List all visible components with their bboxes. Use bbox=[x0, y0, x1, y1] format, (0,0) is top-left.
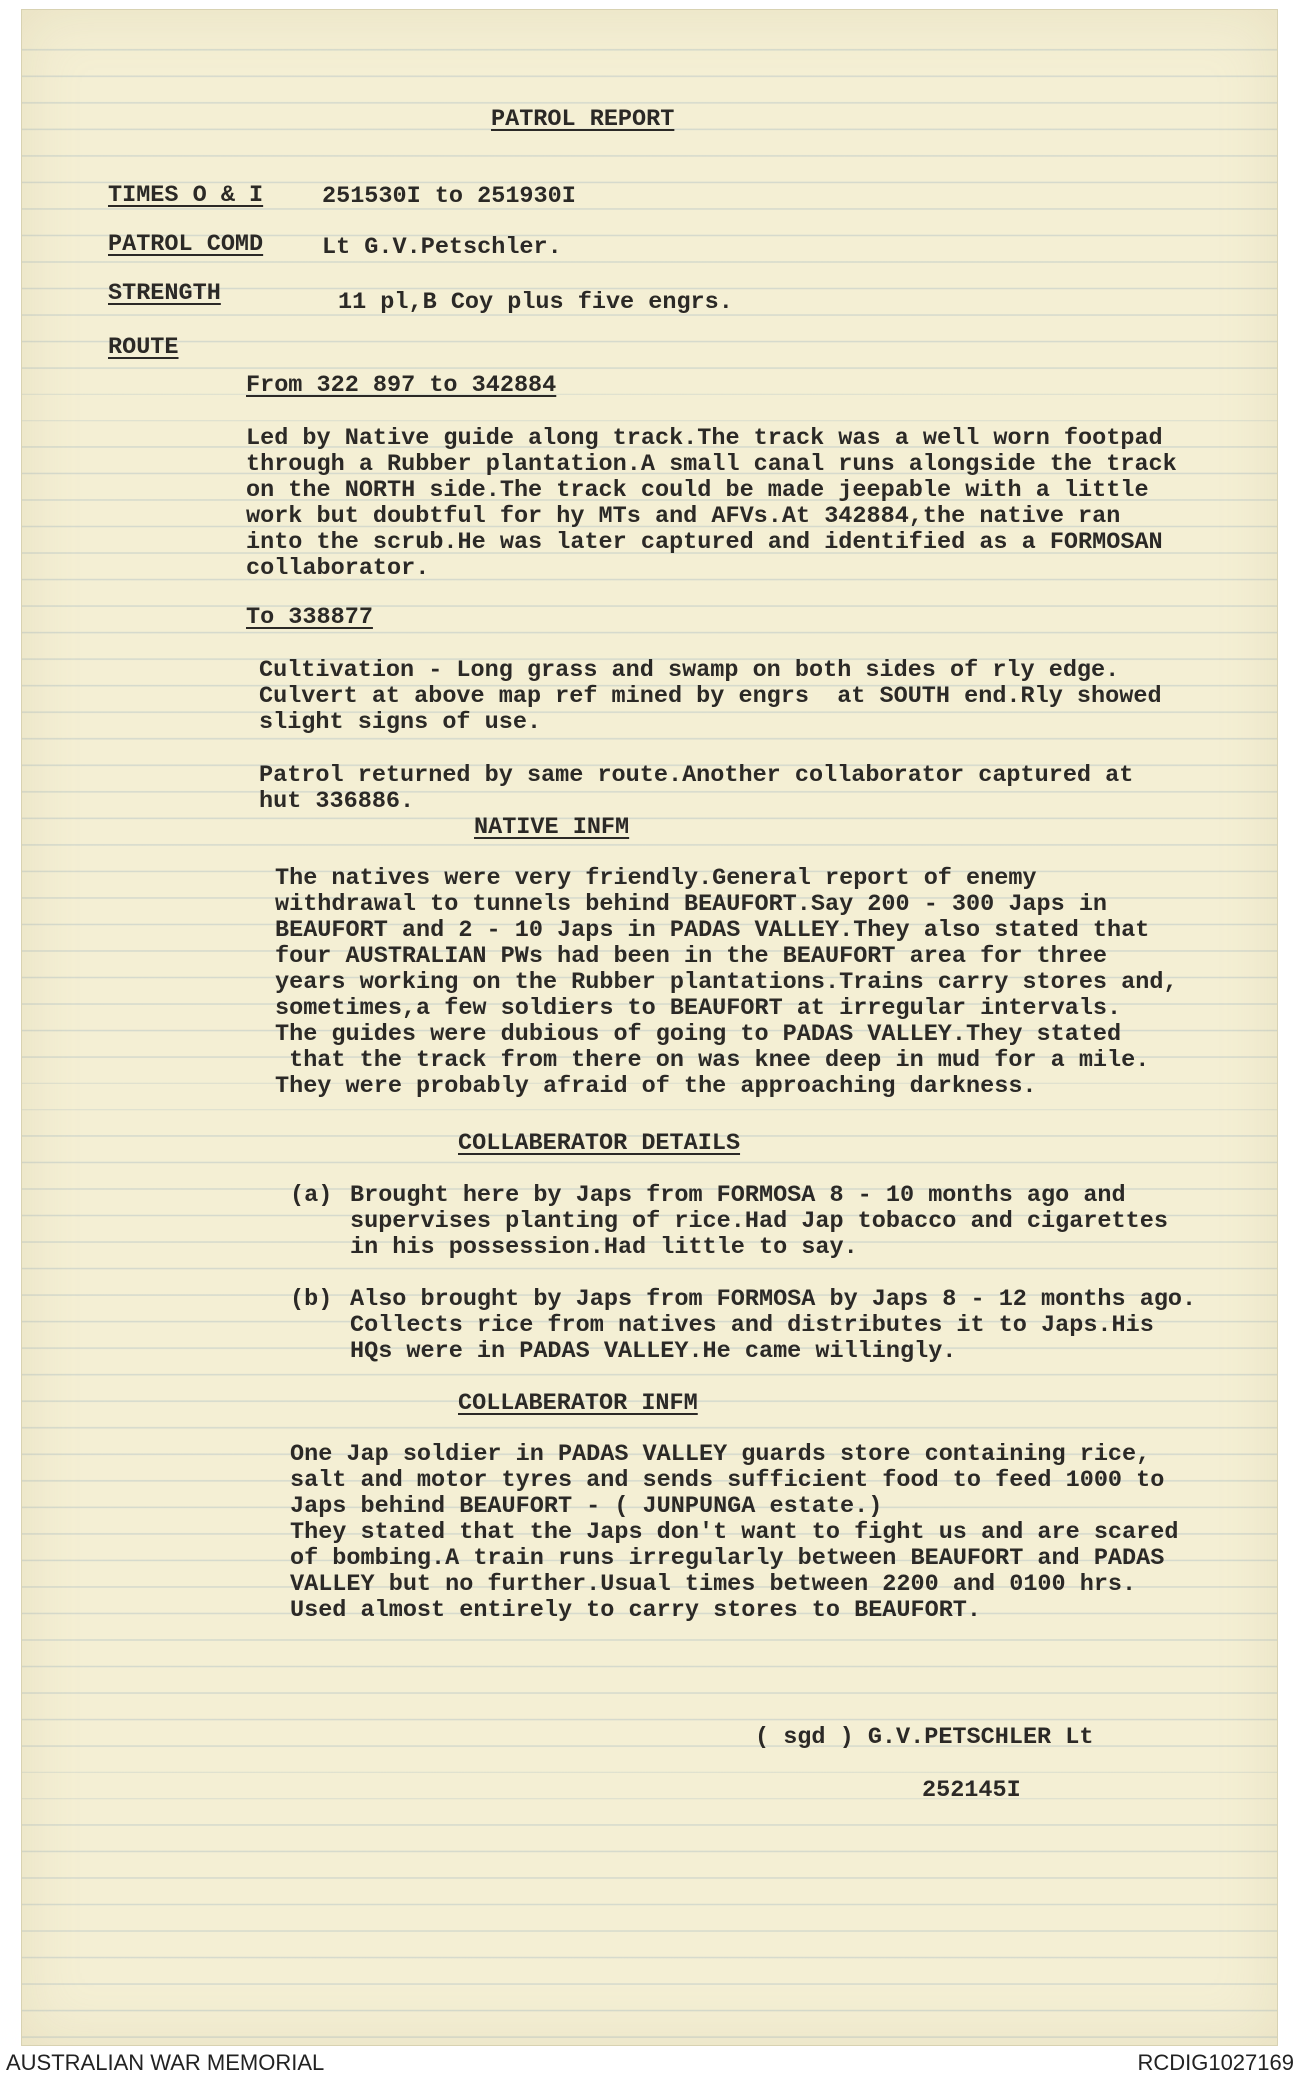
text-line: Patrol returned by same route.Another collaborator captured at bbox=[259, 762, 1134, 789]
footer-archive-name: AUSTRALIAN WAR MEMORIAL bbox=[6, 2050, 325, 2075]
text-line: Culvert at above map ref mined by engrs at SOUTH end.Rly showed bbox=[259, 683, 1162, 710]
field-value-times: 251530I to 251930I bbox=[322, 183, 576, 210]
collab-details-heading: COLLABERATOR DETAILS bbox=[458, 1130, 741, 1157]
text-line: slight signs of use. bbox=[259, 709, 542, 736]
text-line: years working on the Rubber plantations.Trains carry stores and, bbox=[275, 969, 1178, 996]
route-leg1-heading: From 322 897 to 342884 bbox=[246, 372, 557, 399]
text-line: salt and motor tyres and sends sufficient food to feed 1000 to bbox=[290, 1467, 1165, 1494]
text-line: HQs were in PADAS VALLEY.He came willingly. bbox=[350, 1338, 957, 1365]
text-line: The natives were very friendly.General report of enemy bbox=[275, 865, 1037, 892]
text-line: of bombing.A train runs irregularly between BEAUFORT and PADAS bbox=[290, 1545, 1165, 1572]
signature-dtg: 252145I bbox=[922, 1777, 1021, 1804]
text-line: supervises planting of rice.Had Jap tobacco and cigarettes bbox=[350, 1208, 1168, 1235]
text-line: withdrawal to tunnels behind BEAUFORT.Say 200 - 300 Japs in bbox=[275, 891, 1108, 918]
text-line: hut 336886. bbox=[259, 788, 415, 815]
text-line: on the NORTH side.The track could be made jeepable with a little bbox=[246, 477, 1149, 504]
field-value-patrol-comd: Lt G.V.Petschler. bbox=[322, 234, 562, 261]
collab-item-b-text bbox=[350, 1287, 1196, 1365]
text-line: Japs behind BEAUFORT - ( JUNPUNGA estate.) bbox=[290, 1493, 883, 1520]
footer-record-id: RCDIG1027169 bbox=[1137, 2050, 1294, 2075]
field-label-times: TIMES O & I bbox=[108, 182, 264, 209]
text-line: BEAUFORT and 2 - 10 Japs in PADAS VALLEY.They also stated that bbox=[275, 917, 1150, 944]
collab-infm-paragraph bbox=[290, 1442, 1178, 1624]
text-line: in his possession.Had little to say. bbox=[350, 1234, 858, 1261]
route-leg2-heading: To 338877 bbox=[246, 604, 373, 631]
text-line: collaborator. bbox=[246, 555, 430, 582]
text-line: Collects rice from natives and distributes it to Japs.His bbox=[350, 1312, 1154, 1339]
field-value-strength: 11 pl,B Coy plus five engrs. bbox=[338, 289, 733, 316]
text-line: Led by Native guide along track.The track was a well worn footpad bbox=[246, 425, 1163, 452]
field-label-route: ROUTE bbox=[108, 334, 179, 361]
field-label-strength: STRENGTH bbox=[108, 280, 221, 307]
native-infm-paragraph bbox=[275, 866, 1178, 1100]
route-leg1-paragraph bbox=[246, 426, 1177, 582]
native-infm-heading: NATIVE INFM bbox=[474, 814, 630, 841]
collab-item-a-text bbox=[350, 1183, 1168, 1261]
text-line: They stated that the Japs don't want to fight us and are scared bbox=[290, 1519, 1179, 1546]
signature-line: ( sgd ) G.V.PETSCHLER Lt bbox=[755, 1724, 1094, 1751]
text-line: that the track from there on was knee deep in mud for a mile. bbox=[275, 1047, 1150, 1074]
text-line: Cultivation - Long grass and swamp on both sides of rly edge. bbox=[259, 657, 1120, 684]
collab-infm-heading: COLLABERATOR INFM bbox=[458, 1390, 698, 1417]
text-line: into the scrub.He was later captured and identified as a FORMOSAN bbox=[246, 529, 1163, 556]
return-paragraph bbox=[259, 763, 1133, 815]
collab-item-b-marker: (b) bbox=[290, 1286, 333, 1313]
text-line: work but doubtful for hy MTs and AFVs.At 342884,the native ran bbox=[246, 503, 1121, 530]
text-line: Also brought by Japs from FORMOSA by Japs 8 - 12 months ago. bbox=[350, 1286, 1197, 1313]
text-line: One Jap soldier in PADAS VALLEY guards store containing rice, bbox=[290, 1441, 1151, 1468]
text-line: Used almost entirely to carry stores to BEAUFORT. bbox=[290, 1597, 982, 1624]
route-leg2-paragraph bbox=[259, 658, 1162, 736]
text-line: Brought here by Japs from FORMOSA 8 - 10 months ago and bbox=[350, 1182, 1126, 1209]
report-title: PATROL REPORT bbox=[491, 106, 675, 133]
text-line: They were probably afraid of the approaching darkness. bbox=[275, 1073, 1037, 1100]
text-line: through a Rubber plantation.A small canal runs alongside the track bbox=[246, 451, 1177, 478]
text-line: four AUSTRALIAN PWs had been in the BEAUFORT area for three bbox=[275, 943, 1108, 970]
field-label-patrol-comd: PATROL COMD bbox=[108, 231, 264, 258]
text-line: The guides were dubious of going to PADAS VALLEY.They stated bbox=[275, 1021, 1122, 1048]
collab-item-a-marker: (a) bbox=[290, 1182, 333, 1209]
text-line: sometimes,a few soldiers to BEAUFORT at irregular intervals. bbox=[275, 995, 1122, 1022]
text-line: VALLEY but no further.Usual times between 2200 and 0100 hrs. bbox=[290, 1571, 1137, 1598]
